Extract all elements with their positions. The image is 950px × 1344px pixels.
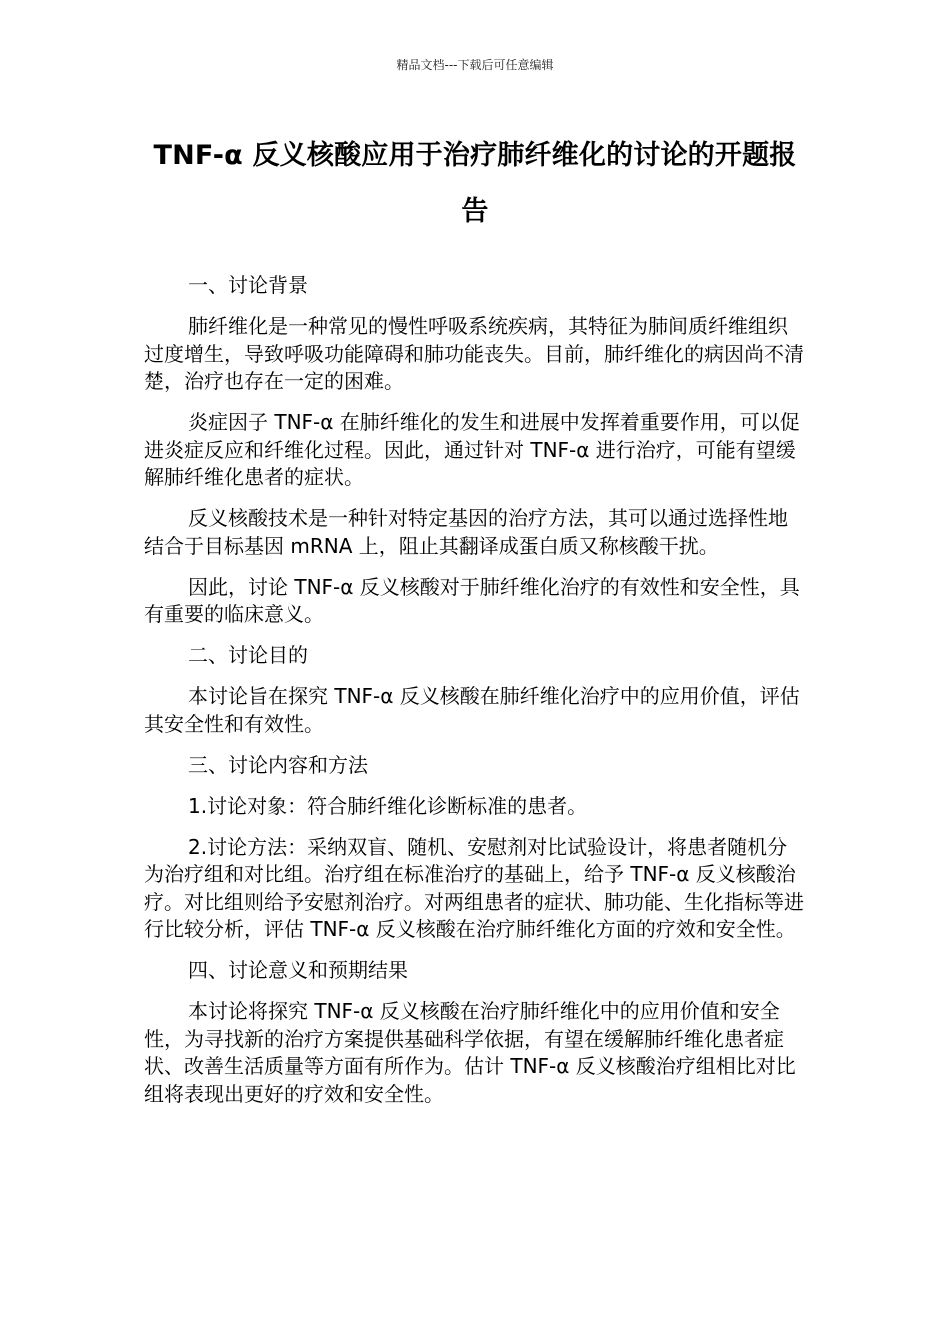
body-paragraph: 肺纤维化是一种常见的慢性呼吸系统疾病，其特征为肺间质纤维组织过度增生，导致呼吸功能障碍和肺功能丧失。目前，肺纤维化的病因尚不清楚，治疗也存在一定的困难。 [144,314,804,393]
body-paragraph: 2.讨论方法：采纳双盲、随机、安慰剂对比试验设计，将患者随机分为治疗组和对比组。治疗组在标准治疗的基础上，给予 TNF-α 反义核酸治疗。对比组则给予安慰剂治疗。对两组患者的症状、肺功能、生化指标等进行比较分析，评估 TNF-α 反义核酸在治疗肺纤维化方面的疗效和安全性。 [144,834,804,941]
body-paragraph: 1.讨论对象：符合肺纤维化诊断标准的患者。 [188,793,588,818]
section-heading: 四、讨论意义和预期结果 [188,958,408,982]
section-heading: 三、讨论内容和方法 [188,752,368,777]
document-title: TNF-α 反义核酸应用于治疗肺纤维化的讨论的开题报告 [153,140,797,227]
body-paragraph: 因此，讨论 TNF-α 反义核酸对于肺纤维化治疗的有效性和安全性，具有重要的临床意义。 [144,574,800,626]
body-paragraph: 本讨论将探究 TNF-α 反义核酸在治疗肺纤维化中的应用价值和安全性，为寻找新的治疗方案提供基础科学依据，有望在缓解肺纤维化患者症状、改善生活质量等方面有所作为。估计 TNF-α 反义核酸治疗组相比对比组将表现出更好的疗效和安全性。 [144,999,796,1106]
header-note: 精品文档---下载后可任意编辑 [396,58,554,72]
body-paragraph: 炎症因子 TNF-α 在肺纤维化的发生和进展中发挥着重要作用，可以促进炎症反应和纤维化过程。因此，通过针对 TNF-α 进行治疗，可能有望缓解肺纤维化患者的症状。 [144,410,800,489]
section-heading: 一、讨论背景 [188,273,308,297]
body-paragraph: 本讨论旨在探究 TNF-α 反义核酸在肺纤维化治疗中的应用价值，评估其安全性和有效性。 [144,684,800,736]
document-body [144,272,804,1122]
body-paragraph: 反义核酸技术是一种针对特定基因的治疗方法，其可以通过选择性地结合于目标基因 mRNA 上，阻止其翻译成蛋白质又称核酸干扰。 [144,506,788,558]
section-heading: 二、讨论目的 [188,643,308,667]
